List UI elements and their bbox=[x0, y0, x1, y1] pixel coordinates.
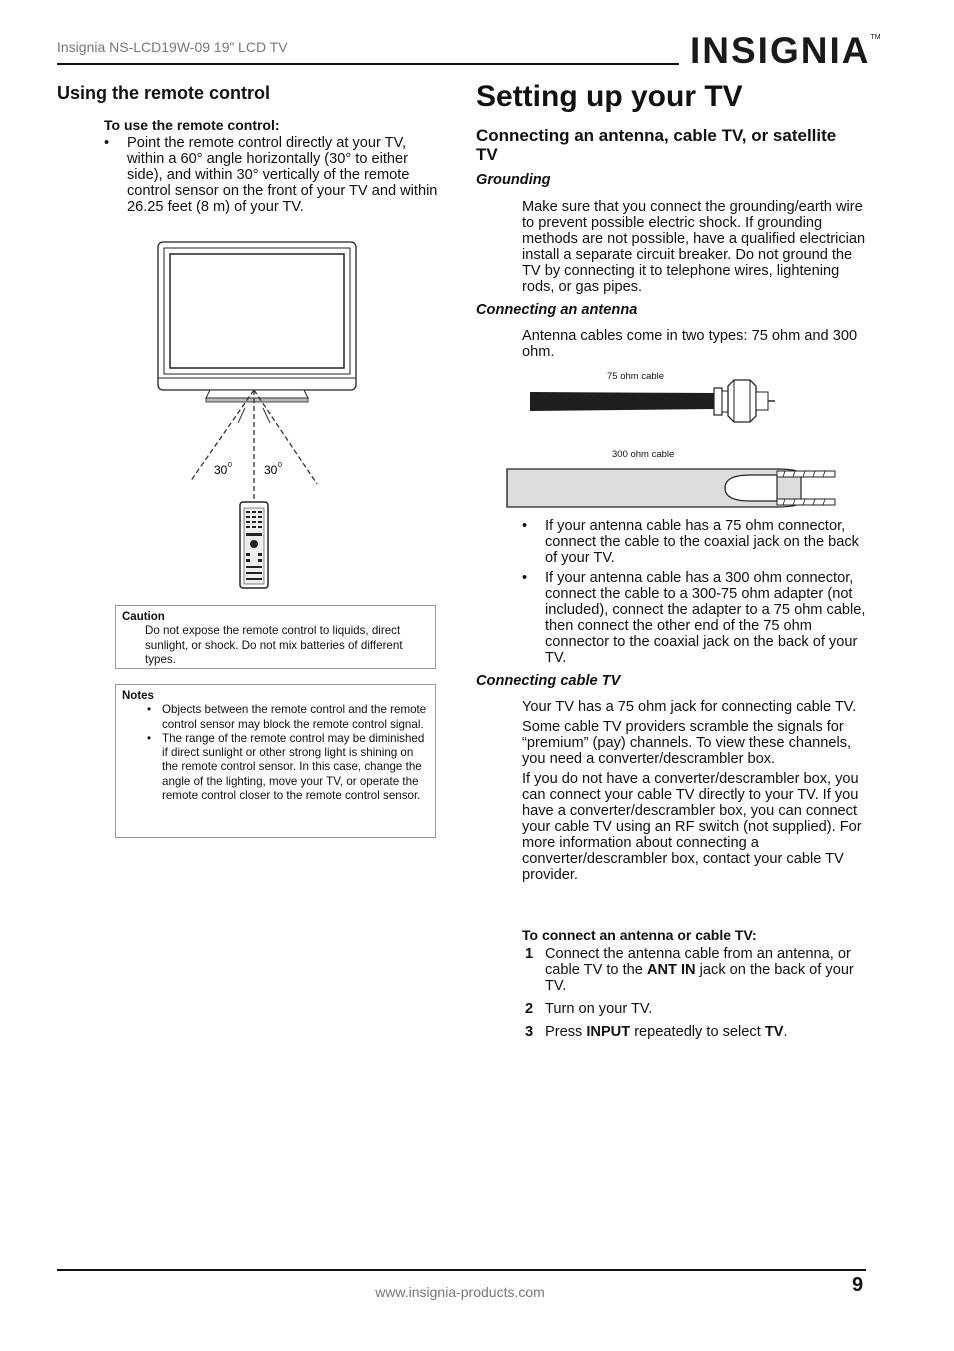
remote-control-drawing bbox=[240, 502, 268, 588]
notes-list bbox=[122, 703, 427, 803]
tv-remote-illustration bbox=[150, 238, 370, 598]
step-item bbox=[522, 1001, 867, 1017]
procedure-lead-remote: To use the remote control: bbox=[104, 117, 280, 133]
section-heading-antenna: Connecting an antenna, cable TV, or satellite TV bbox=[476, 126, 837, 164]
cable-300-label: 300 ohm cable bbox=[612, 449, 675, 460]
logo-text: INSIGNIA bbox=[690, 30, 871, 71]
subheading-antenna: Connecting an antenna bbox=[476, 302, 638, 318]
step-number: 3 bbox=[525, 1024, 534, 1040]
document-title: Insignia NS-LCD19W-09 19” LCD TV bbox=[57, 39, 288, 55]
step-keyword: ANT IN bbox=[646, 962, 696, 978]
header-rule bbox=[57, 63, 679, 65]
logo-trademark: TM bbox=[870, 34, 881, 41]
remote-bullet-list bbox=[104, 135, 444, 215]
section-heading-remote: Using the remote control bbox=[57, 83, 271, 103]
list-item: • If your antenna cable has a 300 ohm connector, connect the cable to a 300-75 ohm adapter (not included), connect the adapter to a 75 ohm cable, then connect the other end of the 75 ohm connector to the coaxial jack on the back of your TV. bbox=[522, 570, 867, 666]
antenna-bullet-list bbox=[522, 518, 867, 666]
subheading-grounding: Grounding bbox=[476, 172, 551, 188]
list-item: • If your antenna cable has a 75 ohm connector, connect the cable to the coaxial jack on the back of your TV. bbox=[522, 518, 867, 566]
grounding-text: Make sure that you connect the grounding/earth wire to prevent possible electric shock. If grounding methods are not possible, have a qualified electrician install a separate circuit breaker. Do not ground the TV by connecting it to telephone wires, lightening rods, or gas pipes. bbox=[522, 199, 866, 295]
angle-sup-left: 0 bbox=[228, 462, 232, 469]
notes-title: Notes bbox=[122, 690, 154, 702]
cable-tv-text bbox=[522, 699, 867, 883]
antenna-intro-text: Antenna cables come in two types: 75 ohm and 300 ohm. bbox=[522, 328, 858, 360]
angle-sup-right: 0 bbox=[278, 462, 282, 469]
subheading-cable-tv: Connecting cable TV bbox=[476, 673, 621, 689]
paragraph: If you do not have a converter/descrambler box, you can connect your cable TV directly to your TV. If you have a converter/descrambler box, you can connect your cable TV using an RF switch (not supplied). For more information about connecting a converter/descrambler box, contact your cable TV provider. bbox=[522, 771, 862, 883]
step-text: Press bbox=[545, 1024, 587, 1040]
insignia-logo bbox=[690, 30, 881, 72]
footer-url: www.insignia-products.com bbox=[375, 1284, 545, 1300]
footer-rule bbox=[57, 1269, 866, 1271]
step-number: 2 bbox=[525, 1001, 534, 1017]
step-text: Connect the antenna cable from an antenna, or cable TV to the bbox=[545, 946, 851, 978]
list-item: • The range of the remote control may be diminished if direct sunlight or other strong light is shining on the remote control sensor. In this case, change the angle of the lighting, move your TV, or operate the remote control closer to the remote control sensor. bbox=[145, 732, 427, 803]
step-text: Turn on your TV. bbox=[545, 1001, 653, 1017]
cable-300-illustration bbox=[505, 465, 839, 513]
step-text: . bbox=[783, 1024, 788, 1040]
angle-label-right: 30 bbox=[264, 463, 278, 477]
connect-steps-list bbox=[522, 946, 867, 1047]
step-text: repeatedly to select bbox=[630, 1024, 765, 1040]
list-item: • Point the remote control directly at your TV, within a 60° angle horizontally (30° to either side), and within 30° vertically of the remote control sensor on the front of your TV and within 26.25 feet (8 m) of your TV. bbox=[104, 135, 444, 215]
step-keyword: TV bbox=[764, 1024, 784, 1040]
angle-label-left: 30 bbox=[214, 463, 228, 477]
paragraph: Some cable TV providers scramble the signals for “premium” (pay) channels. To view these channels, you need a converter/descrambler box. bbox=[522, 719, 852, 767]
step-item bbox=[522, 946, 867, 994]
list-item: • Objects between the remote control and the remote control sensor may block the remote control signal. bbox=[145, 703, 427, 732]
caution-text: Do not expose the remote control to liquids, direct sunlight, or shock. Do not mix batteries of different types. bbox=[145, 624, 403, 666]
paragraph: Your TV has a 75 ohm jack for connecting cable TV. bbox=[522, 699, 857, 715]
caution-title: Caution bbox=[122, 611, 165, 623]
step-number: 1 bbox=[525, 946, 534, 962]
page-title: Setting up your TV bbox=[476, 80, 743, 113]
step-item bbox=[522, 1024, 867, 1040]
step-keyword: INPUT bbox=[586, 1024, 631, 1040]
step-text: jack on the back of your TV. bbox=[545, 962, 854, 994]
procedure-lead-connect: To connect an antenna or cable TV: bbox=[522, 927, 757, 943]
cable-75-label: 75 ohm cable bbox=[607, 371, 665, 382]
cable-75-illustration bbox=[528, 378, 778, 426]
page-number: 9 bbox=[852, 1274, 864, 1296]
notes-box bbox=[115, 684, 436, 838]
caution-box bbox=[115, 605, 436, 669]
